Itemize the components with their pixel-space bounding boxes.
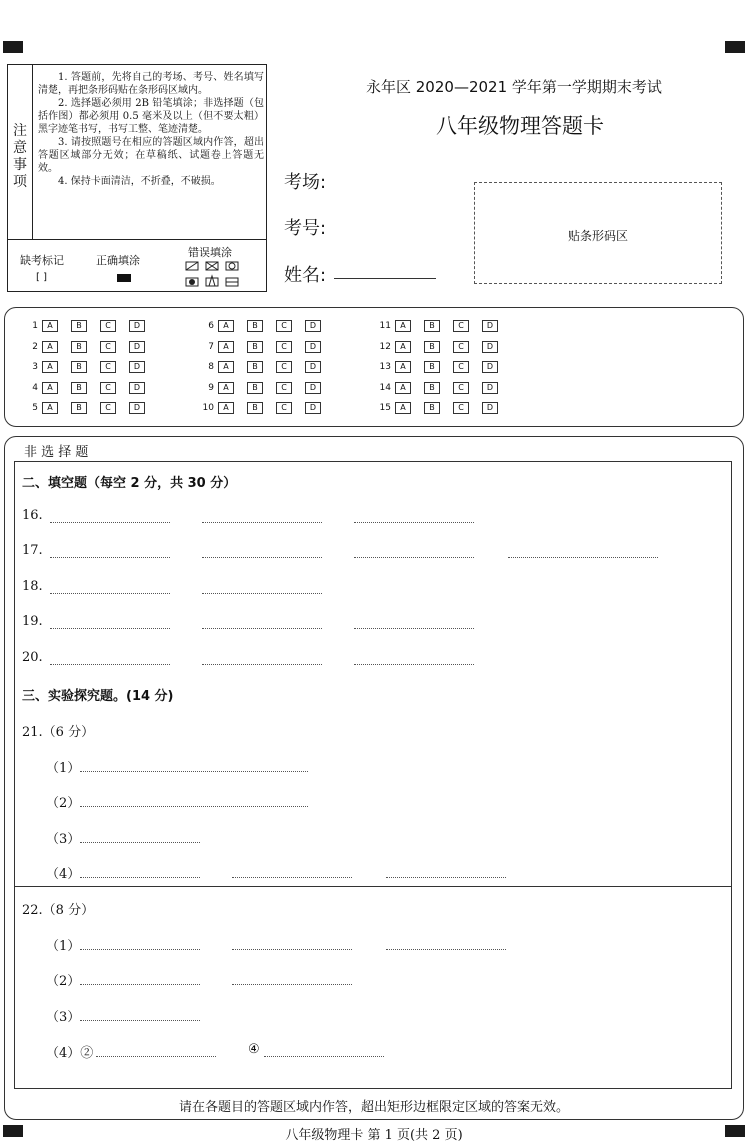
notice-title: 注意事项 <box>13 123 27 190</box>
choice-option-bubble[interactable]: D <box>129 341 145 353</box>
exam-number-label: 考号: <box>284 218 327 239</box>
answer-line[interactable] <box>202 593 322 594</box>
choice-question <box>377 320 511 332</box>
notice-item-2: 2. 选择题必须用 2B 铅笔填涂；非选择题（包括作图）都必须用 0.5 毫米及以上（但不要太粗）黑字迹笔书写，书写工整、笔迹清楚。 <box>38 98 264 135</box>
choice-option-bubble[interactable]: C <box>453 361 469 373</box>
q22-part1: （1） <box>46 939 81 954</box>
q22-label: 22.（8 分） <box>22 903 95 918</box>
choice-question-number: 14 <box>379 382 391 393</box>
answer-line[interactable] <box>80 806 308 807</box>
answer-line[interactable] <box>202 522 322 523</box>
q18-label: 18. <box>22 579 43 594</box>
q17-label: 17. <box>22 543 43 558</box>
choice-option-bubble[interactable]: A <box>395 402 411 414</box>
q16-label: 16. <box>22 508 43 523</box>
choice-option-bubble[interactable]: B <box>71 382 87 394</box>
choice-question <box>24 361 158 373</box>
choice-option-bubble[interactable]: D <box>482 382 498 394</box>
choice-question <box>24 402 158 414</box>
choice-option-bubble[interactable]: C <box>100 402 116 414</box>
choice-option-bubble[interactable]: A <box>395 361 411 373</box>
choice-option-bubble[interactable]: A <box>395 341 411 353</box>
choice-option-bubble[interactable]: D <box>305 382 321 394</box>
q21-part4: （4） <box>46 867 81 882</box>
page-footer: 八年级物理卡 第 1 页(共 2 页) <box>285 1128 463 1143</box>
q20-label: 20. <box>22 650 43 665</box>
choice-option-bubble[interactable]: A <box>218 382 234 394</box>
choice-option-bubble[interactable]: D <box>482 361 498 373</box>
choice-option-bubble[interactable]: A <box>218 402 234 414</box>
choice-question-number: 10 <box>202 403 214 413</box>
answer-line[interactable] <box>354 557 474 558</box>
answer-line[interactable] <box>354 628 474 629</box>
notice-title-column <box>8 65 33 239</box>
choice-option-bubble[interactable]: D <box>129 382 145 394</box>
answer-line[interactable] <box>264 1056 384 1057</box>
notice-text <box>38 71 264 188</box>
answer-line[interactable] <box>50 557 170 558</box>
choice-option-bubble[interactable]: B <box>71 361 87 373</box>
notice-item-1: 1. 答题前，先将自己的考场、考号、姓名填写清楚，再把条形码贴在条形码区域内。 <box>38 72 264 96</box>
choice-option-bubble[interactable]: C <box>100 320 116 332</box>
choice-option-bubble[interactable]: D <box>305 320 321 332</box>
nonchoice-title: 非 选 择 题 <box>24 445 89 460</box>
answer-line[interactable] <box>80 949 200 950</box>
barcode-area <box>474 182 722 284</box>
choice-question <box>200 341 334 353</box>
choice-option-bubble[interactable]: D <box>482 320 498 332</box>
q21-part1: （1） <box>46 761 81 776</box>
answer-line[interactable] <box>80 842 200 843</box>
q22-part3: （3） <box>46 1010 81 1025</box>
answer-line[interactable] <box>202 664 322 665</box>
choice-option-bubble[interactable]: C <box>453 341 469 353</box>
q21-label: 21.（6 分） <box>22 725 95 740</box>
choice-option-bubble[interactable]: C <box>100 341 116 353</box>
absent-label: 缺考标记 <box>20 254 64 267</box>
choice-question-number: 13 <box>379 362 391 372</box>
choice-question-number: 8 <box>208 362 214 372</box>
q21-part3: （3） <box>46 832 81 847</box>
q19-label: 19. <box>22 614 43 629</box>
choice-question <box>377 341 511 353</box>
notice-item-3: 3. 请按照题号在相应的答题区域内作答，超出答题区域部分无效；在草稿纸、试题卷上答题无效。 <box>38 137 264 174</box>
choice-option-bubble[interactable]: B <box>424 361 440 373</box>
choice-question <box>200 402 334 414</box>
choice-question <box>200 382 334 394</box>
choice-option-bubble[interactable]: B <box>71 341 87 353</box>
choice-question-number: 1 <box>32 321 38 331</box>
answer-line[interactable] <box>232 984 352 985</box>
choice-option-bubble[interactable]: B <box>424 320 440 332</box>
name-label: 姓名: <box>284 265 327 286</box>
answer-line[interactable] <box>354 522 474 523</box>
fill-section-title: 二、填空题（每空 2 分，共 30 分） <box>22 476 237 491</box>
choice-question-number: 15 <box>379 403 391 413</box>
choice-question <box>200 320 334 332</box>
exam-title: 永年区 2020—2021 学年第一学期期末考试 <box>366 78 662 96</box>
choice-option-bubble[interactable]: D <box>482 341 498 353</box>
answer-line[interactable] <box>80 984 200 985</box>
choice-option-bubble[interactable]: D <box>482 402 498 414</box>
fill-example-area <box>8 239 266 292</box>
alignment-mark-top-right <box>725 41 745 53</box>
answer-line[interactable] <box>232 949 352 950</box>
correct-fill-example <box>117 274 131 282</box>
correct-fill-label: 正确填涂 <box>96 254 140 267</box>
choice-option-bubble[interactable]: A <box>42 382 58 394</box>
answer-line[interactable] <box>96 1056 216 1057</box>
choice-option-bubble[interactable]: A <box>42 402 58 414</box>
choice-option-bubble[interactable]: D <box>129 361 145 373</box>
choice-option-bubble[interactable]: B <box>424 382 440 394</box>
choice-option-bubble[interactable]: C <box>276 320 292 332</box>
choice-question-number: 4 <box>32 382 38 393</box>
choice-option-bubble[interactable]: D <box>129 402 145 414</box>
barcode-label: 贴条形码区 <box>567 229 628 243</box>
choice-question-number: 11 <box>379 321 391 331</box>
choice-option-bubble[interactable]: D <box>305 402 321 414</box>
choice-option-bubble[interactable]: B <box>71 402 87 414</box>
choice-option-bubble[interactable]: A <box>42 341 58 353</box>
q22-part4: （4）② <box>46 1046 94 1061</box>
choice-option-bubble[interactable]: A <box>395 382 411 394</box>
answer-area <box>14 461 732 1089</box>
notice-item-4: 4. 保持卡面清洁，不折叠，不破损。 <box>58 176 221 187</box>
choice-question <box>377 361 511 373</box>
question-divider <box>14 886 732 887</box>
wrong-fill-label: 错误填涂 <box>188 246 232 259</box>
wrong-fill-examples <box>184 260 254 290</box>
alignment-mark-top-left <box>3 41 23 53</box>
name-field[interactable] <box>334 278 436 279</box>
answer-line[interactable] <box>50 628 170 629</box>
choice-option-bubble[interactable]: C <box>100 382 116 394</box>
choice-question-number: 12 <box>379 341 391 352</box>
q21-part2: （2） <box>46 796 81 811</box>
q22-part4-4: ④ <box>248 1042 260 1057</box>
choice-option-bubble[interactable]: C <box>276 341 292 353</box>
choice-option-bubble[interactable]: D <box>305 341 321 353</box>
answer-line[interactable] <box>202 557 322 558</box>
answer-line[interactable] <box>354 664 474 665</box>
answer-area-note: 请在各题目的答题区域内作答，超出矩形边框限定区域的答案无效。 <box>178 1100 569 1115</box>
choice-option-bubble[interactable]: B <box>247 402 263 414</box>
answer-line[interactable] <box>50 522 170 523</box>
choice-option-bubble[interactable]: B <box>71 320 87 332</box>
choice-question <box>377 382 511 394</box>
choice-option-bubble[interactable]: B <box>247 382 263 394</box>
choice-option-bubble[interactable]: A <box>218 341 234 353</box>
choice-option-bubble[interactable]: A <box>42 361 58 373</box>
choice-question <box>200 361 334 373</box>
choice-question <box>24 382 158 394</box>
q22-part2: （2） <box>46 974 81 989</box>
exam-room-label: 考场: <box>284 172 327 193</box>
experiment-section-title: 三、实验探究题。(14 分) <box>22 689 174 704</box>
choice-question-number: 7 <box>208 341 214 352</box>
choice-option-bubble[interactable]: D <box>305 361 321 373</box>
answer-line[interactable] <box>50 664 170 665</box>
choice-question <box>24 341 158 353</box>
choice-option-bubble[interactable]: A <box>395 320 411 332</box>
choice-option-bubble[interactable]: A <box>42 320 58 332</box>
choice-option-bubble[interactable]: B <box>247 341 263 353</box>
choice-option-bubble[interactable]: C <box>100 361 116 373</box>
choice-question-number: 3 <box>32 362 38 372</box>
choice-option-bubble[interactable]: C <box>276 382 292 394</box>
choice-option-bubble[interactable]: C <box>453 382 469 394</box>
choice-question-number: 6 <box>208 321 214 331</box>
choice-option-bubble[interactable]: C <box>276 402 292 414</box>
answer-line[interactable] <box>386 877 506 878</box>
answer-line[interactable] <box>386 949 506 950</box>
choice-option-bubble[interactable]: C <box>276 361 292 373</box>
choice-option-bubble[interactable]: B <box>247 320 263 332</box>
choice-option-bubble[interactable]: D <box>129 320 145 332</box>
choice-question-number: 9 <box>208 382 214 393</box>
choice-option-bubble[interactable]: A <box>218 361 234 373</box>
choice-question <box>24 320 158 332</box>
choice-option-bubble[interactable]: B <box>247 361 263 373</box>
answer-line[interactable] <box>232 877 352 878</box>
card-title: 八年级物理答题卡 <box>436 114 604 138</box>
choice-option-bubble[interactable]: C <box>453 402 469 414</box>
choice-question-number: 5 <box>32 403 38 413</box>
answer-line[interactable] <box>80 1020 200 1021</box>
choice-question-number: 2 <box>32 341 38 352</box>
answer-line[interactable] <box>508 557 658 558</box>
notice-box <box>7 64 267 292</box>
answer-line[interactable] <box>202 628 322 629</box>
choice-option-bubble[interactable]: B <box>424 402 440 414</box>
choice-question <box>377 402 511 414</box>
choice-option-bubble[interactable]: A <box>218 320 234 332</box>
answer-line[interactable] <box>80 877 200 878</box>
answer-line[interactable] <box>50 593 170 594</box>
absent-mark-box[interactable]: [ ] <box>36 272 47 283</box>
choice-option-bubble[interactable]: B <box>424 341 440 353</box>
answer-line[interactable] <box>80 771 308 772</box>
choice-option-bubble[interactable]: C <box>453 320 469 332</box>
